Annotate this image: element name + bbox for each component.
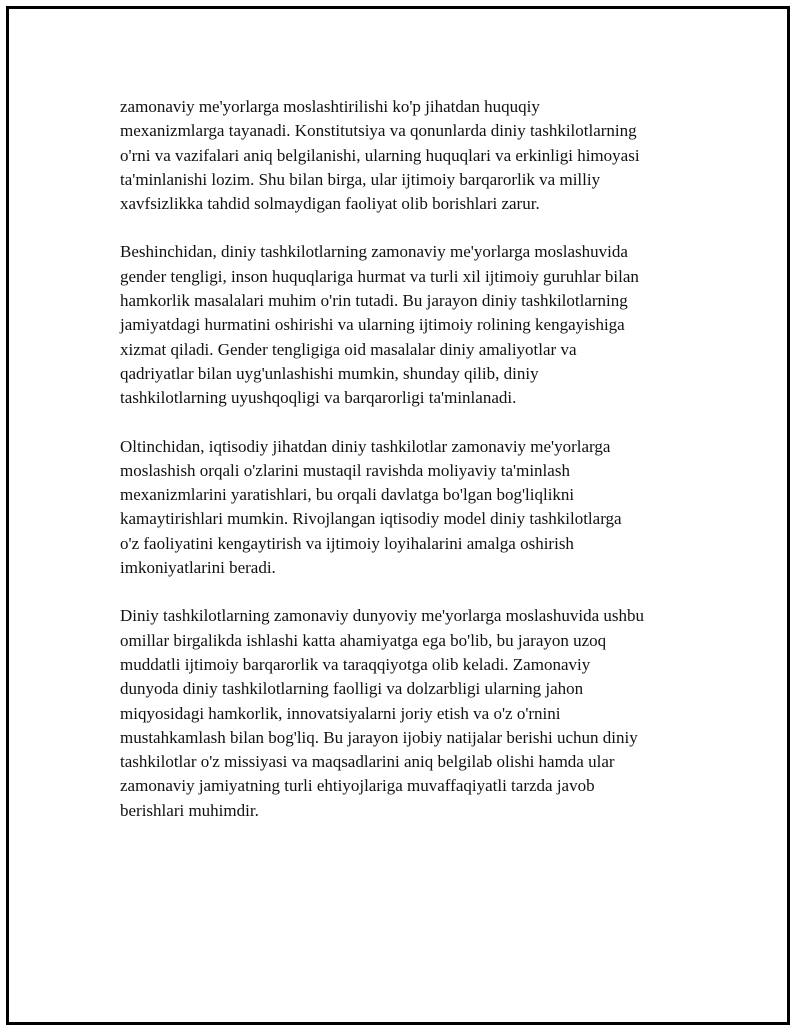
text-line: Oltinchidan, iqtisodiy jihatdan diniy tashkilotlar zamonaviy me'yorlarga: [120, 436, 611, 456]
text-line: tashkilotlar o'z missiyasi va maqsadlarini aniq belgilab olishi hamda ular: [120, 752, 615, 772]
text-line: hamkorlik masalalari muhim o'rin tutadi. Bu jarayon diniy tashkilotlarning: [120, 291, 628, 311]
text-line: zamonaviy jamiyatning turli ehtiyojlariga muvaffaqiyatli tarzda javob: [120, 776, 595, 796]
text-line: muddatli ijtimoiy barqarorlik va taraqqiyotga olib keladi. Zamonaviy: [120, 654, 591, 674]
text-line: moslashish orqali o'zlarini mustaqil ravishda moliyaviy ta'minlash: [120, 460, 570, 480]
text-line: mustahkamlash bilan bog'liq. Bu jarayon ijobiy natijalar berishi uchun diniy: [120, 727, 638, 747]
text-line: mexanizmlarga tayanadi. Konstitutsiya va qonunlarda diniy tashkilotlarning: [120, 121, 637, 141]
page-frame: [6, 6, 790, 1025]
paragraph-4: [120, 604, 700, 823]
paragraph-3: [120, 435, 700, 581]
text-line: imkoniyatlarini beradi.: [120, 558, 276, 578]
text-line: omillar birgalikda ishlashi katta ahamiyatga ega bo'lib, bu jarayon uzoq: [120, 630, 607, 650]
text-line: zamonaviy me'yorlarga moslashtirilishi ko'p jihatdan huquqiy: [120, 97, 540, 116]
text-line: xavfsizlikka tahdid solmaydigan faoliyat olib borishlari zarur.: [120, 194, 540, 214]
text-line: kamaytirishlari mumkin. Rivojlangan iqtisodiy model diniy tashkilotlarga: [120, 509, 622, 529]
text-line: xizmat qiladi. Gender tengligiga oid masalalar diniy amaliyotlar va: [120, 339, 577, 359]
text-line: Beshinchidan, diniy tashkilotlarning zamonaviy me'yorlarga moslashuvida: [120, 242, 628, 262]
paragraph-2: [120, 240, 700, 410]
text-line: Diniy tashkilotlarning zamonaviy dunyoviy me'yorlarga moslashuvida ushbu: [120, 606, 645, 626]
text-line: tashkilotlarning uyushqoqligi va barqarorligi ta'minlanadi.: [120, 388, 517, 408]
text-line: gender tengligi, inson huquqlariga hurmat va turli xil ijtimoiy guruhlar bilan: [120, 266, 639, 286]
text-line: miqyosidagi hamkorlik, innovatsiyalarni joriy etish va o'z o'rnini: [120, 703, 561, 723]
paragraph-1: [120, 95, 700, 216]
text-line: dunyoda diniy tashkilotlarning faolligi va dolzarbligi ularning jahon: [120, 679, 584, 699]
text-line: mexanizmlarini yaratishlari, bu orqali davlatga bo'lgan bog'liqlikni: [120, 485, 575, 505]
text-line: ta'minlanishi lozim. Shu bilan birga, ular ijtimoiy barqarorlik va milliy: [120, 169, 601, 189]
text-line: jamiyatdagi hurmatini oshirishi va ularning ijtimoiy rolining kengayishiga: [120, 315, 625, 335]
text-line: o'z faoliyatini kengaytirish va ijtimoiy loyihalarini amalga oshirish: [120, 533, 574, 553]
text-line: o'rni va vazifalari aniq belgilanishi, ularning huquqlari va erkinligi himoyasi: [120, 145, 640, 165]
text-line: qadriyatlar bilan uyg'unlashishi mumkin, shunday qilib, diniy: [120, 363, 539, 383]
text-line: berishlari muhimdir.: [120, 800, 259, 820]
document-body: [120, 95, 700, 847]
